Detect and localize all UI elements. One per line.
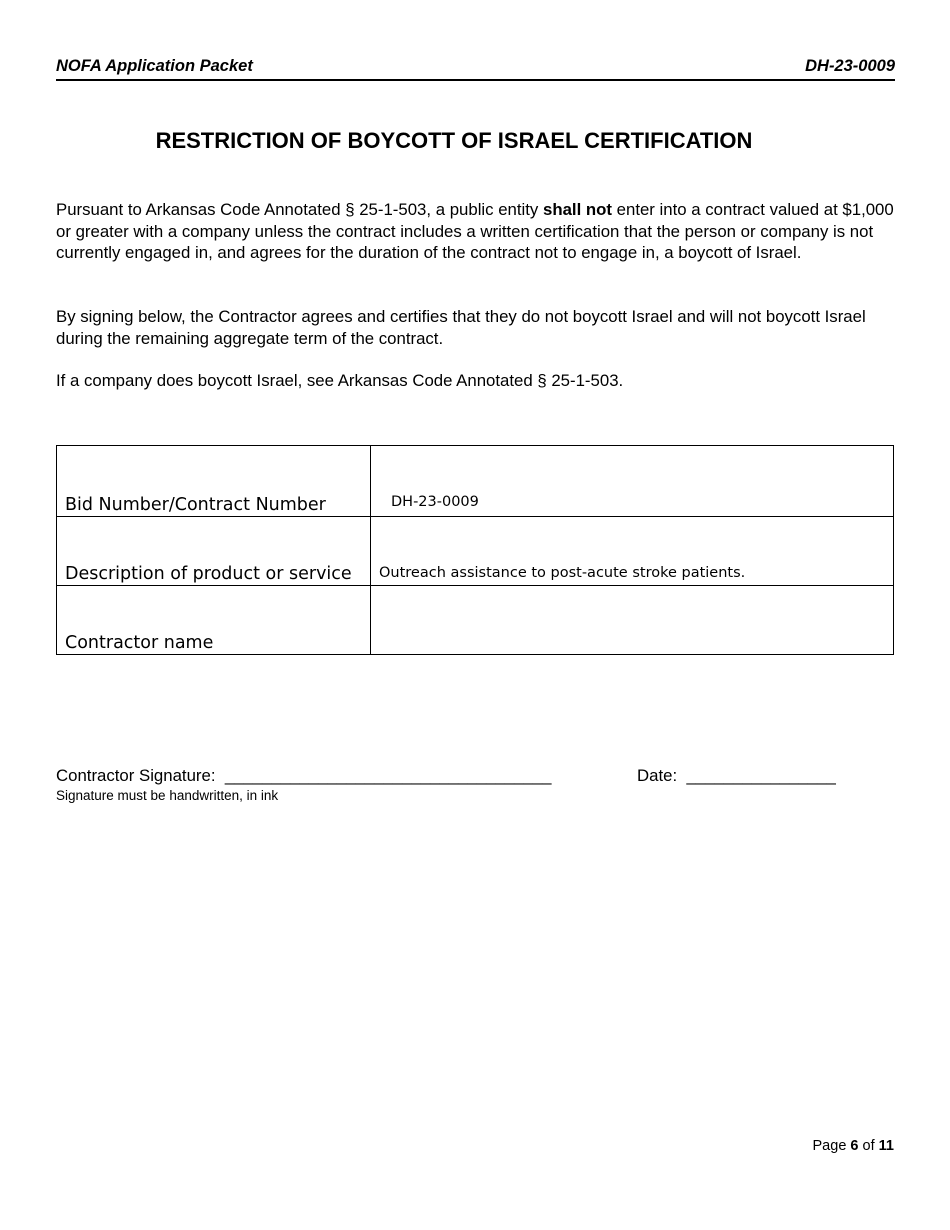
contractor-name-field[interactable] <box>371 586 894 655</box>
bid-number-field[interactable]: DH-23-0009 <box>371 446 894 517</box>
date-label: Date: <box>637 766 678 785</box>
date-line <box>637 766 836 786</box>
table-row <box>57 446 894 517</box>
header-doc-number: DH-23-0009 <box>805 57 895 75</box>
signature-label: Contractor Signature: <box>56 766 216 785</box>
paragraph-certification: By signing below, the Contractor agrees and certifies that they do not boycott Israel and will not boycott Israel during the remaining aggregate term of the contract. <box>56 307 866 348</box>
page-number <box>813 1138 894 1154</box>
description-label: Description of product or service <box>57 517 371 586</box>
page-number-prefix: Page <box>812 1138 851 1154</box>
table-row <box>57 517 894 586</box>
header-packet-title: NOFA Application Packet <box>56 57 253 75</box>
contract-info-table <box>56 445 894 655</box>
paragraph-statute <box>56 199 901 264</box>
bid-number-label: Bid Number/Contract Number <box>57 446 371 517</box>
signature-note: Signature must be handwritten, in ink <box>56 788 279 803</box>
page-title: RESTRICTION OF BOYCOTT OF ISRAEL CERTIFICATION <box>155 128 753 153</box>
paragraph-statute-start: Pursuant to Arkansas Code Annotated § 25-1-503, a public entity <box>56 200 543 219</box>
table-row <box>57 586 894 655</box>
signature-line <box>56 766 552 786</box>
contractor-name-label: Contractor name <box>57 586 371 655</box>
page-header <box>56 57 895 81</box>
paragraph-reference: If a company does boycott Israel, see Arkansas Code Annotated § 25-1-503. <box>56 371 624 390</box>
description-field[interactable]: Outreach assistance to post-acute stroke patients. <box>371 517 894 586</box>
page-number-current: 6 <box>850 1138 859 1154</box>
date-field[interactable]: ________________ <box>686 766 836 785</box>
paragraph-statute-end: enter into a contract valued at $1,000 or greater with a company unless the contract includes a written certification that the person or company is not currently engaged in, and agrees for the duration of the contract not to engage in, a boycott of Israel. <box>56 200 894 262</box>
signature-field[interactable]: ___________________________________ <box>224 766 552 785</box>
paragraph-statute-emphasis: shall not <box>542 200 612 219</box>
page-number-of: of <box>858 1138 879 1154</box>
page-number-total: 11 <box>878 1138 894 1154</box>
